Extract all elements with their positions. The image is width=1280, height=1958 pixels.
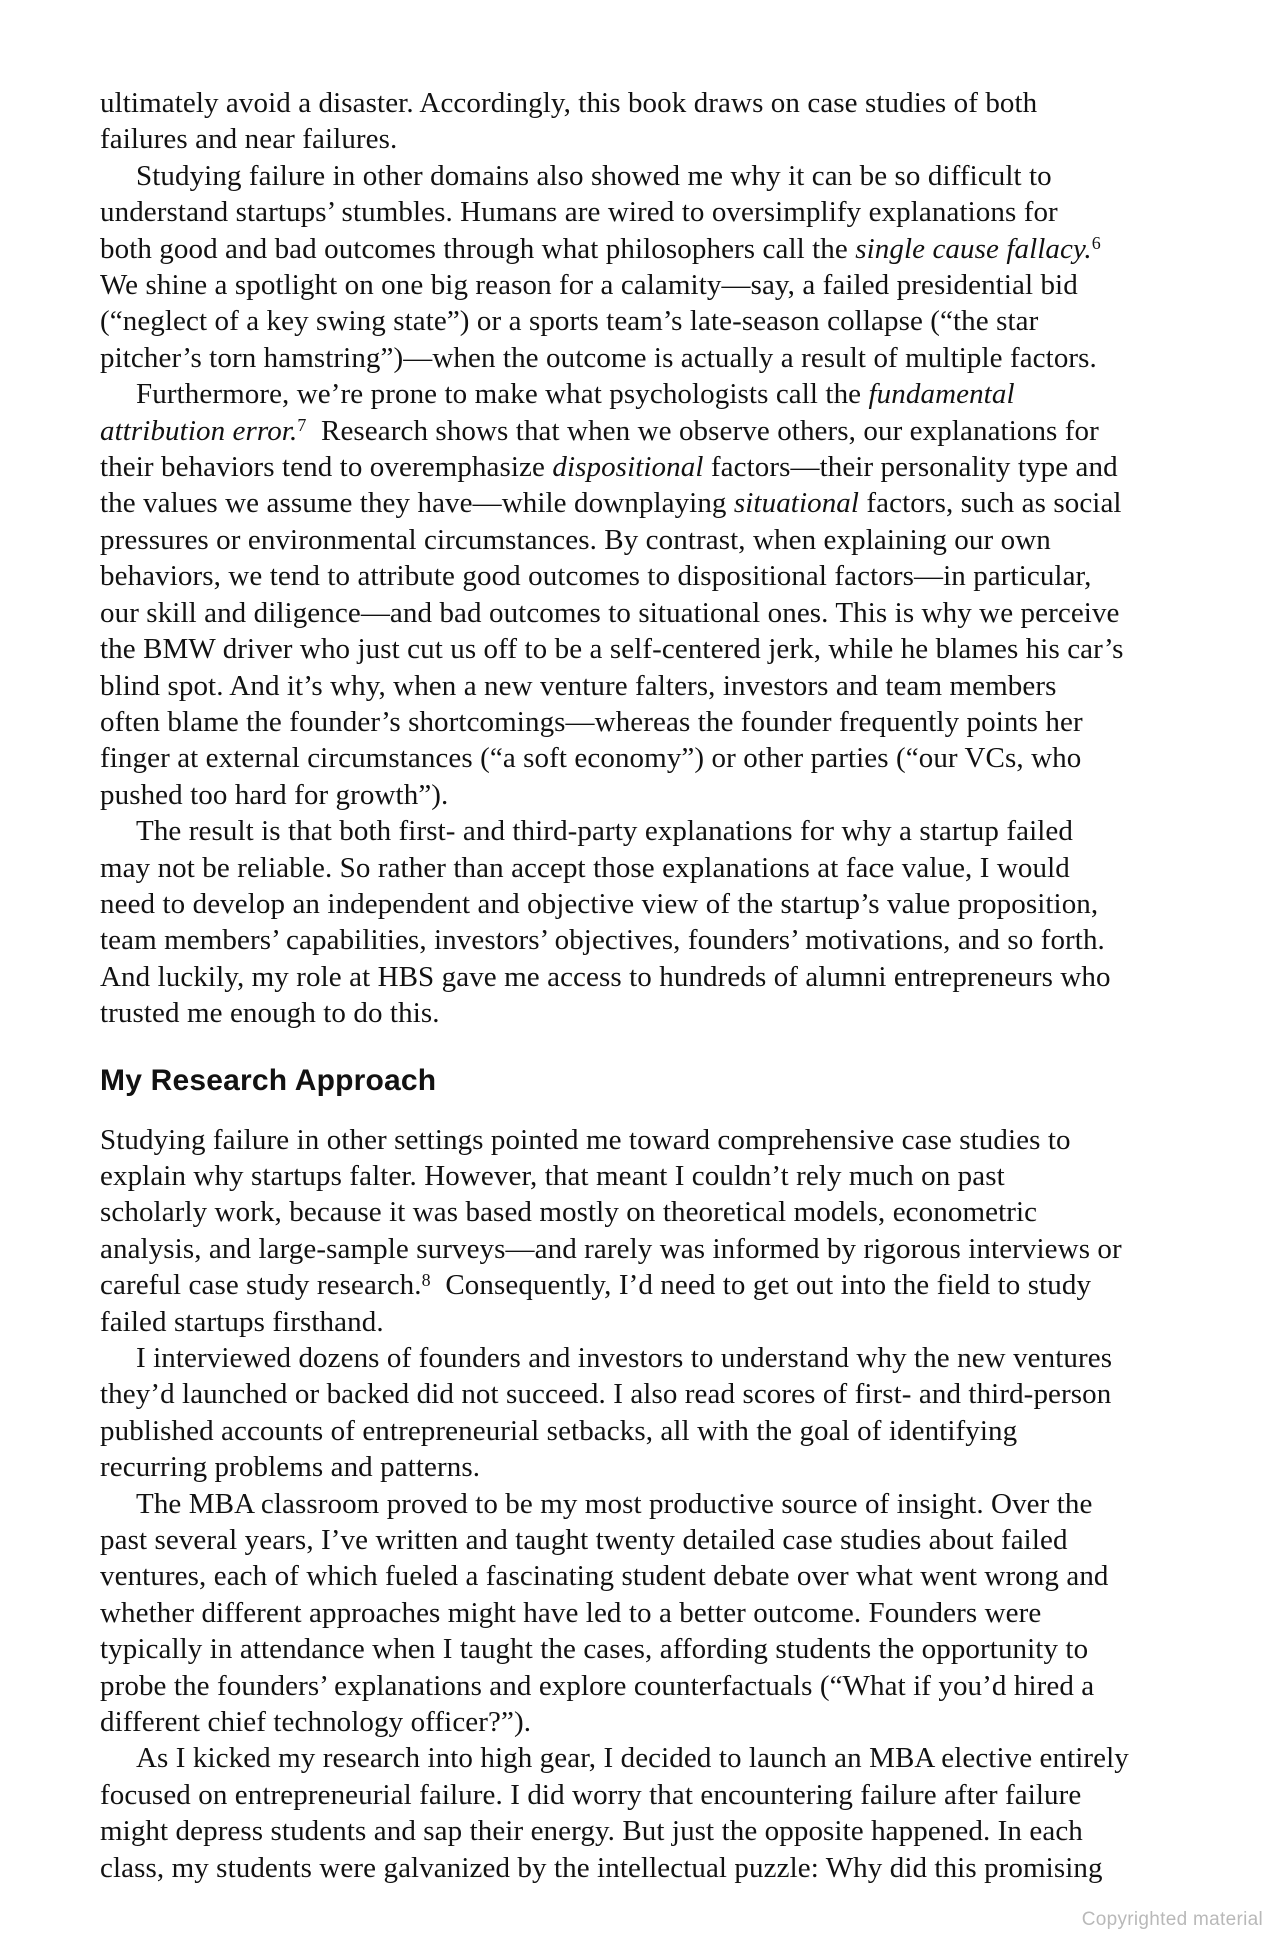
text-segment: past several years, I’ve written and taught twenty detailed case studies about failed bbox=[100, 1524, 1068, 1557]
text-line bbox=[100, 668, 1195, 704]
text-segment: Research shows that when we observe others, our explanations for bbox=[306, 414, 1099, 447]
text-line bbox=[100, 995, 1195, 1031]
text-segment: Consequently, I’d need to get out into the field to study bbox=[430, 1269, 1092, 1302]
italic-text: dispositional bbox=[552, 451, 704, 484]
text-line bbox=[100, 231, 1195, 267]
text-segment: factors, such as social bbox=[859, 487, 1122, 520]
text-segment: Furthermore, we’re prone to make what psychologists call the bbox=[136, 378, 869, 411]
text-line bbox=[100, 1449, 1195, 1485]
text-line bbox=[100, 1486, 1195, 1522]
text-segment: pressures or environmental circumstances. By contrast, when explaining our own bbox=[100, 523, 1051, 556]
text-line bbox=[100, 886, 1195, 922]
text-segment: need to develop an independent and objective view of the startup’s value proposition, bbox=[100, 887, 1099, 920]
text-line bbox=[100, 1413, 1195, 1449]
text-segment: We shine a spotlight on one big reason for a calamity—say, a failed presidential bid bbox=[100, 269, 1078, 302]
text-segment: As I kicked my research into high gear, I decided to launch an MBA elective entirely bbox=[136, 1742, 1129, 1775]
text-segment: they’d launched or backed did not succeed. I also read scores of first- and third-person bbox=[100, 1378, 1112, 1411]
text-segment: their behaviors tend to overemphasize bbox=[100, 451, 553, 484]
copyright-notice: Copyrighted material bbox=[1081, 1909, 1263, 1930]
text-line bbox=[100, 595, 1195, 631]
text-segment: pushed too hard for growth”). bbox=[100, 778, 449, 811]
text-segment: factors—their personality type and bbox=[703, 451, 1118, 484]
text-line bbox=[100, 631, 1195, 667]
text-line bbox=[100, 1267, 1195, 1303]
text-segment: class, my students were galvanized by the intellectual puzzle: Why did this promising bbox=[100, 1851, 1103, 1884]
text-segment: focused on entrepreneurial failure. I did worry that encountering failure after failure bbox=[100, 1778, 1082, 1811]
text-line bbox=[100, 1704, 1195, 1740]
text-segment: Studying failure in other domains also showed me why it can be so difficult to bbox=[136, 159, 1052, 192]
text-line bbox=[100, 1340, 1195, 1376]
text-line bbox=[100, 740, 1195, 776]
text-segment: ventures, each of which fueled a fascinating student debate over what went wrong and bbox=[100, 1560, 1109, 1593]
text-segment: Studying failure in other settings pointed me toward comprehensive case studies to bbox=[100, 1123, 1071, 1156]
text-line bbox=[100, 1158, 1195, 1194]
text-line bbox=[100, 1194, 1195, 1230]
text-segment: typically in attendance when I taught the cases, affording students the opportunity to bbox=[100, 1633, 1089, 1666]
text-segment: our skill and diligence—and bad outcomes to situational ones. This is why we perceive bbox=[100, 596, 1120, 629]
paragraph bbox=[100, 1340, 1195, 1486]
footnote-reference: 7 bbox=[297, 415, 307, 436]
text-line bbox=[100, 813, 1195, 849]
text-segment: careful case study research. bbox=[100, 1269, 422, 1302]
text-segment: pitcher’s torn hamstring”)—when the outcome is actually a result of multiple factors. bbox=[100, 341, 1097, 374]
text-line bbox=[100, 267, 1195, 303]
text-line bbox=[100, 449, 1195, 485]
text-segment: ultimately avoid a disaster. Accordingly, this book draws on case studies of both bbox=[100, 87, 1038, 119]
text-line bbox=[100, 194, 1195, 230]
italic-text: attribution error. bbox=[100, 414, 298, 447]
text-line bbox=[100, 959, 1195, 995]
text-segment: The MBA classroom proved to be my most productive source of insight. Over the bbox=[136, 1487, 1093, 1520]
text-segment: failures and near failures. bbox=[100, 123, 398, 156]
text-segment: finger at external circumstances (“a soft economy”) or other parties (“our VCs, who bbox=[100, 742, 1082, 775]
text-line bbox=[100, 158, 1195, 194]
text-line bbox=[100, 850, 1195, 886]
text-line bbox=[100, 1122, 1195, 1158]
text-line bbox=[100, 1231, 1195, 1267]
text-line bbox=[100, 413, 1195, 449]
text-segment: published accounts of entrepreneurial setbacks, all with the goal of identifying bbox=[100, 1414, 1018, 1447]
italic-text: fundamental bbox=[868, 378, 1015, 411]
paragraph bbox=[100, 1486, 1195, 1741]
paragraph bbox=[100, 1740, 1195, 1886]
text-segment: different chief technology officer?”). bbox=[100, 1706, 532, 1739]
text-line bbox=[100, 522, 1195, 558]
text-line bbox=[100, 303, 1195, 339]
text-line bbox=[100, 1558, 1195, 1594]
text-line bbox=[100, 1304, 1195, 1340]
text-segment: explain why startups falter. However, that meant I couldn’t rely much on past bbox=[100, 1159, 1005, 1192]
paragraph bbox=[100, 158, 1195, 376]
text-block bbox=[100, 85, 1195, 1886]
text-segment: team members’ capabilities, investors’ objectives, founders’ motivations, and so forth. bbox=[100, 924, 1105, 957]
paragraph bbox=[100, 85, 1195, 158]
italic-text: single cause fallacy. bbox=[855, 232, 1092, 265]
text-segment: failed startups firsthand. bbox=[100, 1305, 384, 1338]
text-segment: analysis, and large-sample surveys—and rarely was informed by rigorous interviews or bbox=[100, 1232, 1122, 1265]
text-segment: trusted me enough to do this. bbox=[100, 997, 440, 1030]
text-line bbox=[100, 1376, 1195, 1412]
footnote-reference: 8 bbox=[421, 1269, 431, 1290]
text-segment: the BMW driver who just cut us off to be a self-centered jerk, while he blames his car’s bbox=[100, 633, 1124, 666]
text-line bbox=[100, 1522, 1195, 1558]
text-segment: may not be reliable. So rather than accept those explanations at face value, I would bbox=[100, 851, 1070, 884]
text-line bbox=[100, 376, 1195, 412]
text-line bbox=[100, 704, 1195, 740]
text-line bbox=[100, 777, 1195, 813]
text-segment: whether different approaches might have led to a better outcome. Founders were bbox=[100, 1596, 1042, 1629]
text-segment: might depress students and sap their energy. But just the opposite happened. In each bbox=[100, 1815, 1083, 1848]
text-segment: behaviors, we tend to attribute good outcomes to dispositional factors—in particular, bbox=[100, 560, 1092, 593]
text-line bbox=[100, 485, 1195, 521]
text-segment: blind spot. And it’s why, when a new venture falters, investors and team members bbox=[100, 669, 1057, 702]
text-segment: scholarly work, because it was based mostly on theoretical models, econometric bbox=[100, 1196, 1038, 1229]
text-segment: often blame the founder’s shortcomings—whereas the founder frequently points her bbox=[100, 705, 1083, 738]
text-line bbox=[100, 85, 1195, 121]
footnote-reference: 6 bbox=[1091, 233, 1101, 253]
text-line bbox=[100, 1777, 1195, 1813]
text-line bbox=[100, 1668, 1195, 1704]
italic-text: situational bbox=[733, 487, 860, 520]
text-segment: probe the founders’ explanations and explore counterfactuals (“What if you’d hired a bbox=[100, 1669, 1095, 1702]
text-line bbox=[100, 340, 1195, 376]
text-segment: understand startups’ stumbles. Humans are wired to oversimplify explanations for bbox=[100, 196, 1058, 229]
text-line bbox=[100, 922, 1195, 958]
text-segment: both good and bad outcomes through what philosophers call the bbox=[100, 232, 856, 265]
text-segment: the values we assume they have—while downplaying bbox=[100, 487, 734, 520]
paragraph bbox=[100, 1122, 1195, 1340]
text-line bbox=[100, 1813, 1195, 1849]
text-segment: And luckily, my role at HBS gave me access to hundreds of alumni entrepreneurs who bbox=[100, 960, 1111, 993]
text-segment: The result is that both first- and third-party explanations for why a startup failed bbox=[136, 815, 1073, 848]
text-line bbox=[100, 558, 1195, 594]
text-line bbox=[100, 1850, 1195, 1886]
text-segment: (“neglect of a key swing state”) or a sports team’s late-season collapse (“the star bbox=[100, 305, 1039, 338]
paragraph bbox=[100, 376, 1195, 813]
text-segment: I interviewed dozens of founders and investors to understand why the new ventures bbox=[136, 1342, 1113, 1374]
text-line bbox=[100, 1631, 1195, 1667]
text-line bbox=[100, 1595, 1195, 1631]
text-line bbox=[100, 121, 1195, 157]
paragraph bbox=[100, 813, 1195, 1031]
text-line bbox=[100, 1740, 1195, 1776]
section-heading: My Research Approach bbox=[100, 1063, 437, 1097]
text-segment: recurring problems and patterns. bbox=[100, 1451, 481, 1484]
